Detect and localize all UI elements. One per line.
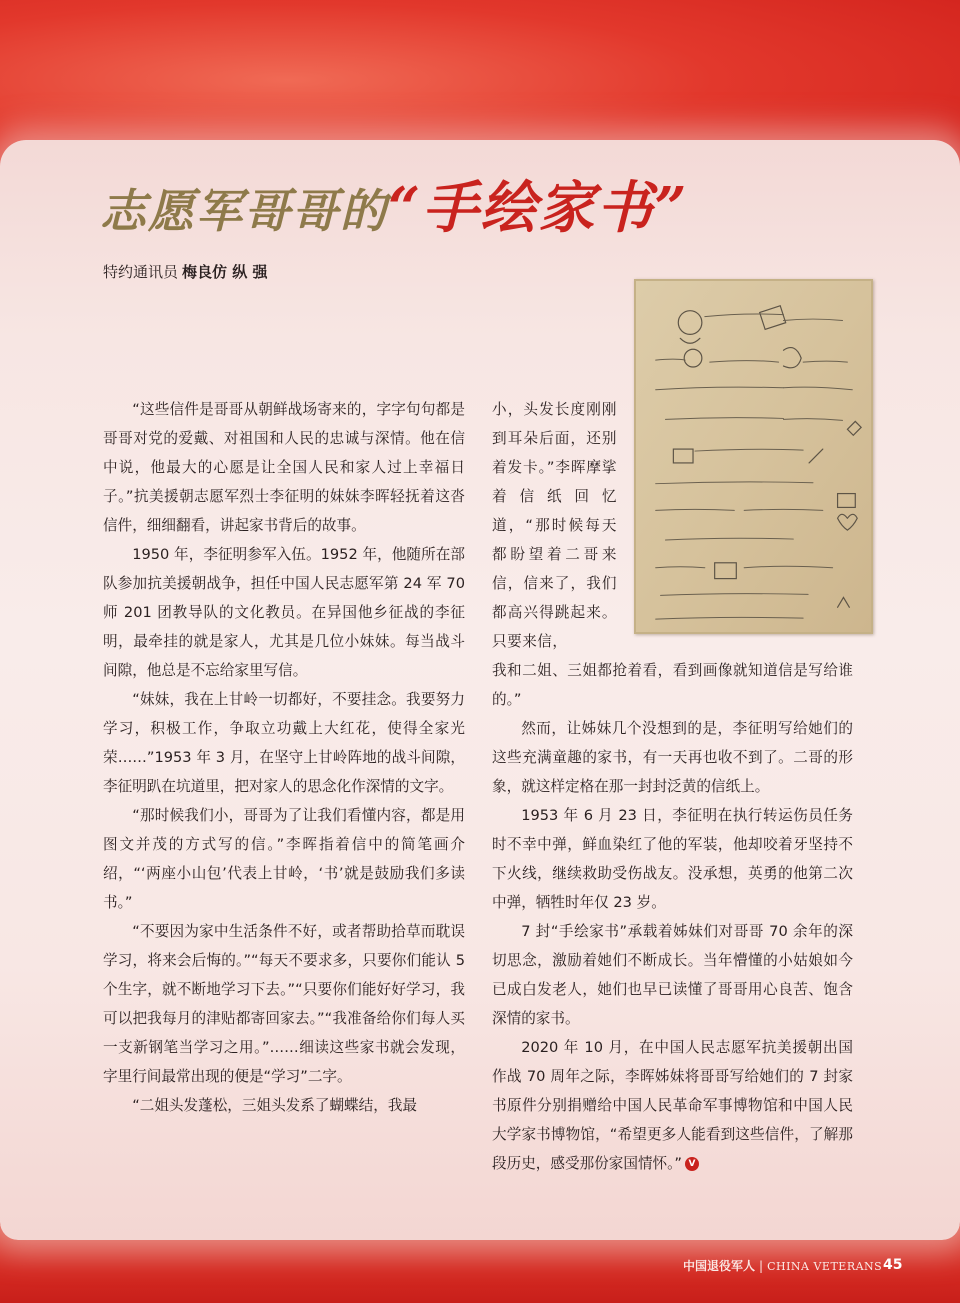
- paragraph-text: 2020 年 10 月，在中国人民志愿军抗美援朝出国作战 70 周年之际，李晖姊妹将哥哥写给她们的 7 封家书原件分别捐赠给中国人民革命军事博物馆和中国人民大学家书博物馆，“希望更多人能看到这些信件，了解那段历史，感受那份家国情怀。”: [492, 1039, 853, 1172]
- body-column-right-wide: [492, 656, 853, 1178]
- byline: [103, 261, 267, 282]
- paragraph: “妹妹，我在上甘岭一切都好，不要挂念。我要努力学习，积极工作，争取立功戴上大红花，使得全家光荣……”1953 年 3 月，在坚守上甘岭阵地的战斗间隙，李征明趴在坑道里，把对家人的思念化作深情的文字。: [103, 691, 465, 795]
- byline-names: 梅良仿 纵 强: [182, 263, 268, 281]
- hand-drawn-letter-photo: [634, 279, 873, 634]
- paragraph: “这些信件是哥哥从朝鲜战场寄来的，字字句句都是哥哥对党的爱戴、对祖国和人民的忠诚与深情。他在信中说，他最大的心愿是让全国人民和家人过上幸福日子。”抗美援朝志愿军烈士李征明的妹妹李晖轻抚着这沓信件，细细翻看，讲起家书背后的故事。: [103, 401, 465, 534]
- end-mark-icon: V: [685, 1157, 699, 1171]
- magazine-name-en: CHINA VETERANS: [767, 1260, 883, 1273]
- paragraph: “二姐头发蓬松，三姐头发系了蝴蝶结，我最: [132, 1097, 418, 1114]
- paragraph: 然而，让姊妹几个没想到的是，李征明写给她们的这些充满童趣的家书，有一天再也收不到了。二哥的形象，就这样定格在那一封封泛黄的信纸上。: [492, 720, 853, 795]
- paragraph: 1950 年，李征明参军入伍。1952 年，他随所在部队参加抗美援朝战争，担任中国人民志愿军第 24 军 70 师 201 团教导队的文化教员。在异国他乡征战的李征明，最牵挂的就是家人，尤其是几位小妹妹。每当战斗间隙，他总是不忘给家里写信。: [103, 546, 465, 679]
- paragraph-last: [492, 1033, 853, 1178]
- title-plain: 志愿军哥哥的: [100, 184, 388, 238]
- magazine-name-cn: 中国退役军人: [683, 1259, 756, 1273]
- byline-role: 特约通讯员: [103, 263, 179, 281]
- paragraph: 1953 年 6 月 23 日，李征明在执行转运伤员任务时不幸中弹，鲜血染红了他的军装，他却咬着牙坚持不下火线，继续救助受伤战友。没承想，英勇的他第二次中弹，牺牲时年仅 23 岁。: [492, 807, 853, 911]
- page-number: 45: [883, 1257, 903, 1273]
- paragraph: “不要因为家中生活条件不好，或者帮助拾草而耽误学习，将来会后悔的。”“每天不要求多，只要你们能认 5 个生字，就不断地学习下去。”“只要你们能好好学习，我可以把我每月的津贴都寄回家去。”“我准备给你们每人买一支新钢笔当学习之用。”……细读这些家书就会发现，字里行间最常出现的便是“学习”二字。: [103, 923, 465, 1085]
- paragraph: “那时候我们小，哥哥为了让我们看懂内容，都是用图文并茂的方式写的信。”李晖指着信中的简笔画介绍，“‘两座小山包’代表上甘岭，‘书’就是鼓励我们多读书。”: [103, 807, 465, 911]
- body-column-left: [103, 395, 465, 1120]
- paragraph: 我和二姐、三姐都抢着看，看到画像就知道信是写给谁的。”: [492, 662, 853, 708]
- paragraph: 7 封“手绘家书”承载着姊妹们对哥哥 70 余年的深切思念，激励着她们不断成长。当年懵懂的小姑娘如今已成白发老人，她们也早已读懂了哥哥用心良苦、饱含深情的家书。: [492, 923, 853, 1027]
- footer-separator: |: [759, 1259, 764, 1273]
- page-footer: [683, 1257, 913, 1275]
- title-quoted: “手绘家书”: [388, 175, 689, 241]
- paragraph: 小，头发长度刚刚到耳朵后面，还别着发卡。”李晖摩挲着信纸回忆道，“那时候每天都盼望着二哥来信，信来了，我们都高兴得跳起来。只要来信，: [492, 401, 617, 650]
- article-title: [100, 168, 860, 248]
- body-column-right-narrow: [492, 395, 617, 656]
